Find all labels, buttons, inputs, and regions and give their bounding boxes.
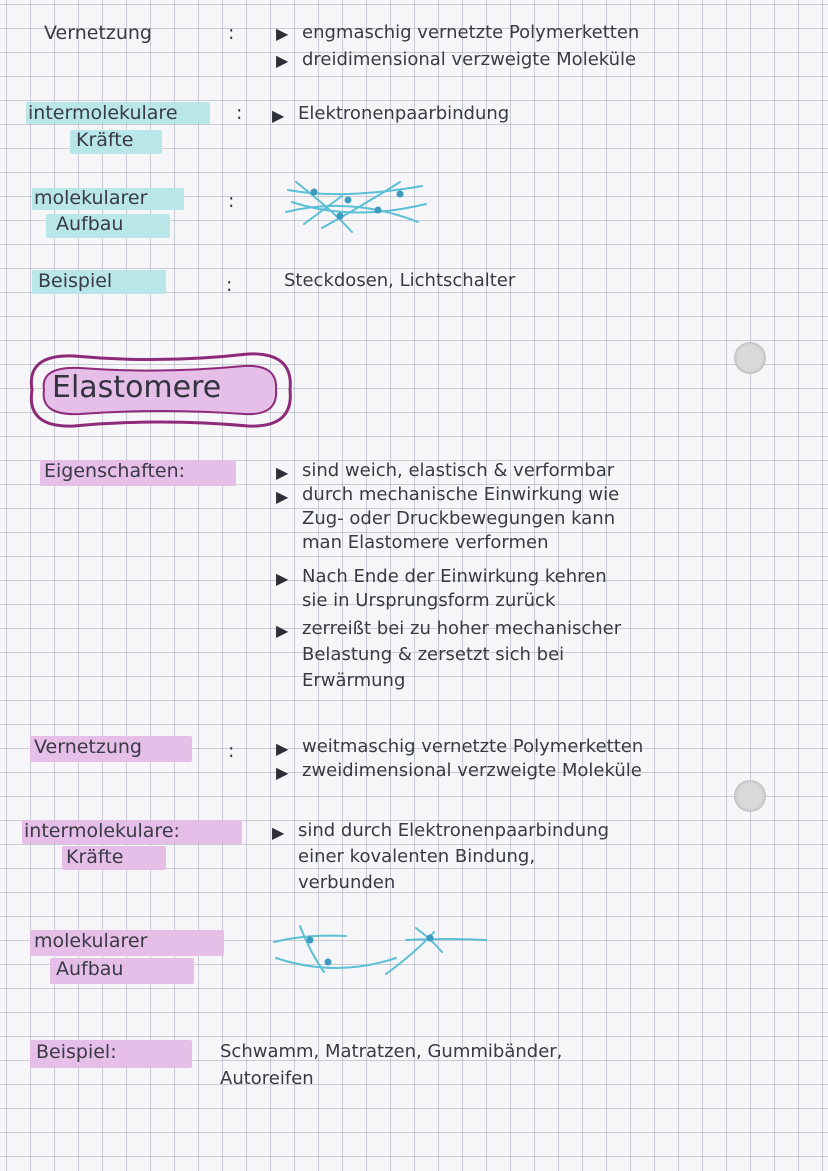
beispiel-line: Schwamm, Matratzen, Gummibänder, bbox=[220, 1041, 563, 1062]
bullet-icon: ▶ bbox=[276, 739, 289, 758]
eigenschaften-line: Belastung & zersetzt sich bei bbox=[302, 644, 565, 665]
bullet-icon: ▶ bbox=[276, 487, 289, 506]
bullet-icon: ▶ bbox=[276, 51, 289, 70]
bullet-icon: ▶ bbox=[272, 823, 285, 842]
vernetzung-item-2: dreidimensional verzweigte Moleküle bbox=[302, 49, 637, 70]
molecule-network-2d-icon bbox=[266, 922, 492, 980]
vernetzung-label-1: Vernetzung bbox=[44, 22, 152, 44]
krafte-item-1: Elektronenpaarbindung bbox=[298, 103, 510, 124]
beispiel-label-1: Beispiel bbox=[38, 270, 113, 292]
punch-hole bbox=[734, 780, 766, 812]
vernetzung-item-1: engmaschig vernetzte Polymerketten bbox=[302, 22, 640, 43]
colon: : bbox=[228, 740, 235, 762]
beispiel-text-1: Steckdosen, Lichtschalter bbox=[284, 270, 516, 291]
krafte-line: verbunden bbox=[298, 872, 396, 893]
eigenschaften-line: Nach Ende der Einwirkung kehren bbox=[302, 566, 607, 587]
colon: : bbox=[228, 22, 235, 44]
krafte-label-1-line2: Kräfte bbox=[76, 129, 134, 151]
bullet-icon: ▶ bbox=[276, 463, 289, 482]
colon: : bbox=[236, 102, 243, 124]
vernetzung-item-2a: weitmaschig vernetzte Polymerketten bbox=[302, 736, 644, 757]
krafte-label-2-line2: Kräfte bbox=[66, 846, 124, 868]
krafte-label-1-line1: intermolekulare bbox=[28, 102, 178, 124]
krafte-line: einer kovalenten Bindung, bbox=[298, 846, 536, 867]
eigenschaften-line: sind weich, elastisch & verformbar bbox=[302, 460, 615, 481]
section-title: Elastomere bbox=[52, 370, 222, 405]
eigenschaften-label: Eigenschaften: bbox=[44, 460, 186, 482]
punch-hole bbox=[734, 342, 766, 374]
eigenschaften-line: sie in Ursprungsform zurück bbox=[302, 590, 556, 611]
bullet-icon: ▶ bbox=[276, 24, 289, 43]
aufbau-label-2-line1: molekularer bbox=[34, 930, 148, 952]
colon: : bbox=[226, 274, 233, 296]
bullet-icon: ▶ bbox=[276, 763, 289, 782]
eigenschaften-line: Zug- oder Druckbewegungen kann bbox=[302, 508, 616, 529]
eigenschaften-line: man Elastomere verformen bbox=[302, 532, 549, 553]
bullet-icon: ▶ bbox=[276, 569, 289, 588]
colon: : bbox=[228, 190, 235, 212]
vernetzung-label-2: Vernetzung bbox=[34, 736, 142, 758]
vernetzung-item-2b: zweidimensional verzweigte Moleküle bbox=[302, 760, 642, 781]
beispiel-label-2: Beispiel: bbox=[36, 1041, 117, 1063]
bullet-icon: ▶ bbox=[272, 106, 285, 125]
beispiel-line: Autoreifen bbox=[220, 1068, 314, 1089]
aufbau-label-1-line2: Aufbau bbox=[56, 213, 124, 235]
eigenschaften-line: zerreißt bei zu hoher mechanischer bbox=[302, 618, 622, 639]
aufbau-label-2-line2: Aufbau bbox=[56, 958, 124, 980]
bullet-icon: ▶ bbox=[276, 621, 289, 640]
aufbau-label-1-line1: molekularer bbox=[34, 187, 148, 209]
eigenschaften-line: durch mechanische Einwirkung wie bbox=[302, 484, 620, 505]
krafte-line: sind durch Elektronenpaarbindung bbox=[298, 820, 610, 841]
molecule-network-3d-icon bbox=[282, 176, 432, 236]
eigenschaften-line: Erwärmung bbox=[302, 670, 406, 691]
krafte-label-2-line1: intermolekulare: bbox=[24, 820, 180, 842]
